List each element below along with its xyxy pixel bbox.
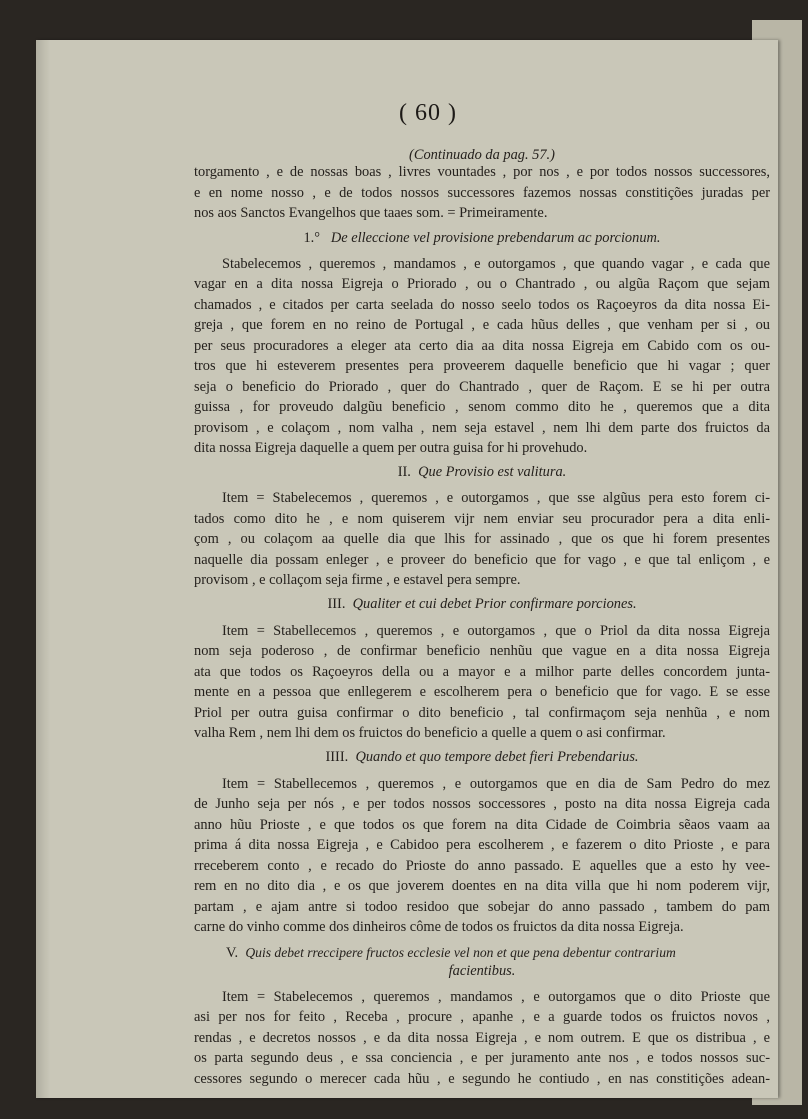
section-number: II. <box>397 464 411 480</box>
paragraph-line: rreceberem conto , e recado do Prioste do anno passado. E aquelles que a esto hy vee- <box>194 858 770 874</box>
intro-line: torgamento , e de nossas boas , livres vountades , por nos , e por todos nossos successores, <box>194 164 770 180</box>
paragraph-line: nom seja poderoso , de confirmar beneficio nenhũu que vague en a dita nossa Eigreja <box>194 643 770 659</box>
paragraph-line: dita nossa Eigreja daquelle a quem per outra guisa for hi provehudo. <box>194 440 588 456</box>
paragraph-line: partam , e ajam antre si todoo residoo que sobejar do anno passado , tambem do pam <box>194 899 770 915</box>
paragraph-line: chamados , e citados per carta seelada do nosso seelo todos os Raçoeyros da dita nossa Ei- <box>194 297 770 313</box>
section-heading <box>226 944 770 962</box>
intro-line: e en nome nosso , e de todos nossos successores fazemos nossas constitições juradas per <box>194 185 770 201</box>
paragraph-line: valha Rem , nem lhi dem os fruictos do beneficio a quelle a quem o asi confirmar. <box>194 725 666 741</box>
section-heading <box>194 748 770 766</box>
section-heading <box>194 229 770 247</box>
section-number: IIII. <box>325 749 349 765</box>
paragraph-line: prima á dita nossa Eigreja , e Cabidoo pera escolherem , e fazerem o dito Prioste , e para <box>194 837 770 853</box>
paragraph-line: seja o beneficio do Priorado , quer do Chantrado , quer de Raçom. E se hi per outra <box>194 379 770 395</box>
paragraph-line: anno hũu Prioste , e que todos os que forem na dita Cidade de Coimbria sẽaos vaam aa <box>194 817 770 833</box>
paragraph-line: Stabelecemos , queremos , mandamos , e outorgamos , que quando vagar , e cada que <box>222 256 770 272</box>
section-title: Quis debet rreccipere fructos ecclesie vel non et que pena debentur contrarium <box>245 945 676 960</box>
paragraph-line: de Junho seja per nós , e per todos nossos soccessores , posto na dita nossa Eigreja cada <box>194 796 770 812</box>
paragraph-line: Item = Stabellecemos , queremos , e outorgamos , que o Priol da dita nossa Eigreja <box>222 623 770 639</box>
paragraph-line: Priol per outra guisa confirmar o dito beneficio , tal confirmaçom seja nenhũa , e nom <box>194 705 770 721</box>
paragraph-line: asi per nos for feito , Receba , procure , apanhe , e a guarde todos os fruictos novos , <box>194 1009 770 1025</box>
paragraph-line: ata que todos os Raçoeyros della ou a mayor e a milhor parte delles concordem junta- <box>194 664 770 680</box>
section-heading <box>194 595 770 613</box>
paragraph-line: Item = Stabellecemos , queremos , e outorgamos que en dia de Sam Pedro do mez <box>222 776 770 792</box>
continuation-note: (Continuado da pag. 57.) <box>409 147 555 163</box>
section-number: III. <box>327 596 346 612</box>
paragraph-line: greja , que forem en no reino de Portugal , e cada hũus delles , que venham per si , ou <box>194 317 770 333</box>
paragraph-line: carne do vinho comme dos dinheiros côme de todos os fruictos da dita nossa Eigreja. <box>194 919 684 935</box>
paragraph-line: Item = Stabelecemos , queremos , e outorgamos , que sse algũus pera esto forem ci- <box>222 490 770 506</box>
intro-line: nos aos Sanctos Evangelhos que taaes som. = Primeiramente. <box>194 205 548 221</box>
section-heading-continued: facientibus. <box>448 963 516 979</box>
section-number: V. <box>226 945 239 961</box>
paragraph-line: tados como dito he , e nom quiserem vijr nem enviar seu procurador pera a dita enli- <box>194 511 770 527</box>
page-fold-shadow <box>36 40 50 1098</box>
paragraph-line: tros que hi esteverem presentes pera proveerem daquelle beneficio que hi vagar ; quer <box>194 358 770 374</box>
paragraph-line: guissa , for proveudo dalgũu beneficio , senom commo dito he , queremos que a dita <box>194 399 770 415</box>
section-title: Qualiter et cui debet Prior confirmare porciones. <box>352 596 637 612</box>
paragraph-line: provisom , e collaçom seja firme , e estavel pera sempre. <box>194 572 521 588</box>
paragraph-line: çom , ou colaçom aa quelle dia que lhis for assinado , que os que hi forem presentes <box>194 531 770 547</box>
paragraph-line: cessores segundo o merecer cada hũu , e segundo he contiudo , en nas constitições adean- <box>194 1071 770 1087</box>
paragraph-line: os parta segundo deus , e ssa conciencia , e per juramento ante nos , e todos nossos suc- <box>194 1050 770 1066</box>
paragraph-line: provisom , e colaçom , nom valha , nem seja estavel , nem lhi dem parte dos fruictos da <box>194 420 770 436</box>
paragraph-line: per seus procuradores a eleger ata certo dia aa dita nossa Eigreja em Cabido com os ou- <box>194 338 770 354</box>
section-title: Quando et quo tempore debet fieri Prebendarius. <box>355 749 639 765</box>
paragraph-line: vagar en a dita nossa Eigreja o Priorado , ou o Chantrado , ou algũa Raçom que sejam <box>194 276 770 292</box>
paragraph-line: mente en a pessoa que enllegerem e escolherem pera o beneficio que for vago. E se esse <box>194 684 770 700</box>
section-title: Que Provisio est valitura. <box>418 464 567 480</box>
section-heading <box>194 463 770 481</box>
page-number: ( 60 ) <box>399 100 457 126</box>
paragraph-line: naquelle dia possam enleger , e proveer do beneficio que for vago , e que tal enliçom , e <box>194 552 770 568</box>
section-number: 1.° <box>303 230 321 246</box>
paragraph-line: rem en no dito dia , e os que joverem doentes en na dita villa que hi nom poderem vijr, <box>194 878 770 894</box>
section-title: De elleccione vel provisione prebendarum ac porcionum. <box>330 230 661 246</box>
paragraph-line: Item = Stabelecemos , queremos , mandamos , e outorgamos que o dito Prioste que <box>222 989 770 1005</box>
paragraph-line: rendas , e decretos nossos , e da dita nossa Eigreja , e nom outrem. E que os distribua , e <box>194 1030 770 1046</box>
